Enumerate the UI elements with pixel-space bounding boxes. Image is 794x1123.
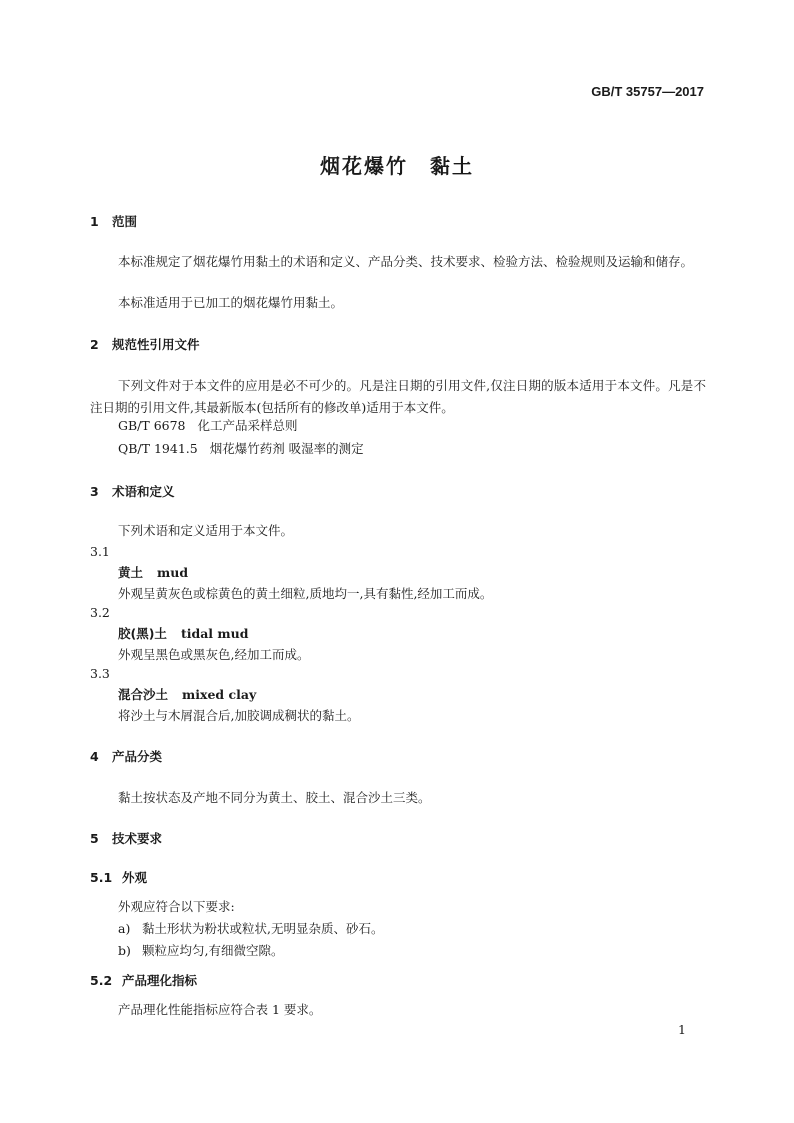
list-item-text: 颗粒应均匀,有细微空隙。: [142, 943, 284, 958]
subsection-5-2-heading: [90, 971, 197, 989]
section-2-heading: [90, 335, 200, 353]
list-item-text: 黏土形状为粉状或粒状,无明显杂质、砂石。: [142, 921, 384, 936]
page-number: 1: [678, 1022, 686, 1037]
list-marker: a): [118, 921, 131, 936]
term-number: 3.2: [90, 605, 110, 620]
subsection-number: 5.2: [90, 973, 113, 988]
title-part-2: 黏土: [430, 154, 474, 178]
term-number: 3.1: [90, 544, 110, 559]
document-title: [0, 150, 794, 179]
reference-code: QB/T 1941.5: [118, 441, 198, 456]
term-name: [118, 563, 188, 581]
section-5-heading: [90, 829, 162, 847]
section-4-heading: [90, 747, 162, 765]
section-2-paragraph-1: 下列文件对于本文件的应用是必不可少的。凡是注日期的引用文件,仅注日期的版本适用于本文件。凡是不注日期的引用文件,其最新版本(包括所有的修改单)适用于本文件。: [90, 378, 706, 415]
reference-title: 化工产品采样总则: [197, 418, 298, 433]
term-name: [118, 624, 248, 642]
section-number: 2: [90, 337, 99, 352]
section-3-heading: [90, 482, 175, 500]
standard-code: GB/T 35757—2017: [591, 84, 704, 99]
term-definition: 外观呈黑色或黑灰色,经加工而成。: [118, 647, 310, 662]
term-english: mixed clay: [182, 687, 257, 702]
section-1-paragraph-2: 本标准适用于已加工的烟花爆竹用黏土。: [118, 295, 344, 310]
section-number: 1: [90, 214, 99, 229]
term-definition: 将沙土与木屑混合后,加胶调成稠状的黏土。: [118, 708, 360, 723]
section-3-paragraph-1: 下列术语和定义适用于本文件。: [118, 523, 294, 538]
term-number: 3.3: [90, 666, 110, 681]
section-4-paragraph-1: 黏土按状态及产地不同分为黄土、胶土、混合沙土三类。: [118, 790, 431, 805]
section-title: 规范性引用文件: [112, 337, 200, 352]
section-number: 5: [90, 831, 99, 846]
section-title: 技术要求: [112, 831, 163, 846]
title-part-1: 烟花爆竹: [320, 154, 408, 178]
list-marker: b): [118, 943, 131, 958]
term-chinese: 混合沙土: [118, 687, 169, 702]
section-number: 3: [90, 484, 99, 499]
term-english: mud: [157, 565, 189, 580]
subsection-5-1-intro: 外观应符合以下要求:: [118, 899, 235, 914]
reference-code: GB/T 6678: [118, 418, 186, 433]
term-chinese: 黄土: [118, 565, 144, 580]
list-item: [118, 919, 383, 937]
term-chinese: 胶(黑)土: [118, 626, 167, 641]
normative-reference: [118, 416, 298, 434]
subsection-title: 外观: [122, 870, 148, 885]
section-title: 术语和定义: [112, 484, 175, 499]
term-english: tidal mud: [180, 626, 249, 641]
section-1-paragraph-1: 本标准规定了烟花爆竹用黏土的术语和定义、产品分类、技术要求、检验方法、检验规则及运输和储存。: [118, 254, 694, 269]
section-1-heading: [90, 212, 137, 230]
list-item: [118, 941, 283, 959]
normative-reference: [118, 439, 364, 457]
subsection-title: 产品理化指标: [122, 973, 198, 988]
section-title: 产品分类: [112, 749, 163, 764]
subsection-number: 5.1: [90, 870, 113, 885]
subsection-5-2-paragraph-1: 产品理化性能指标应符合表 1 要求。: [118, 1002, 322, 1017]
section-number: 4: [90, 749, 99, 764]
term-definition: 外观呈黄灰色或棕黄色的黄土细粒,质地均一,具有黏性,经加工而成。: [118, 586, 493, 601]
reference-title: 烟花爆竹药剂 吸湿率的测定: [209, 441, 364, 456]
term-name: [118, 685, 256, 703]
subsection-5-1-heading: [90, 868, 147, 886]
section-title: 范围: [112, 214, 138, 229]
